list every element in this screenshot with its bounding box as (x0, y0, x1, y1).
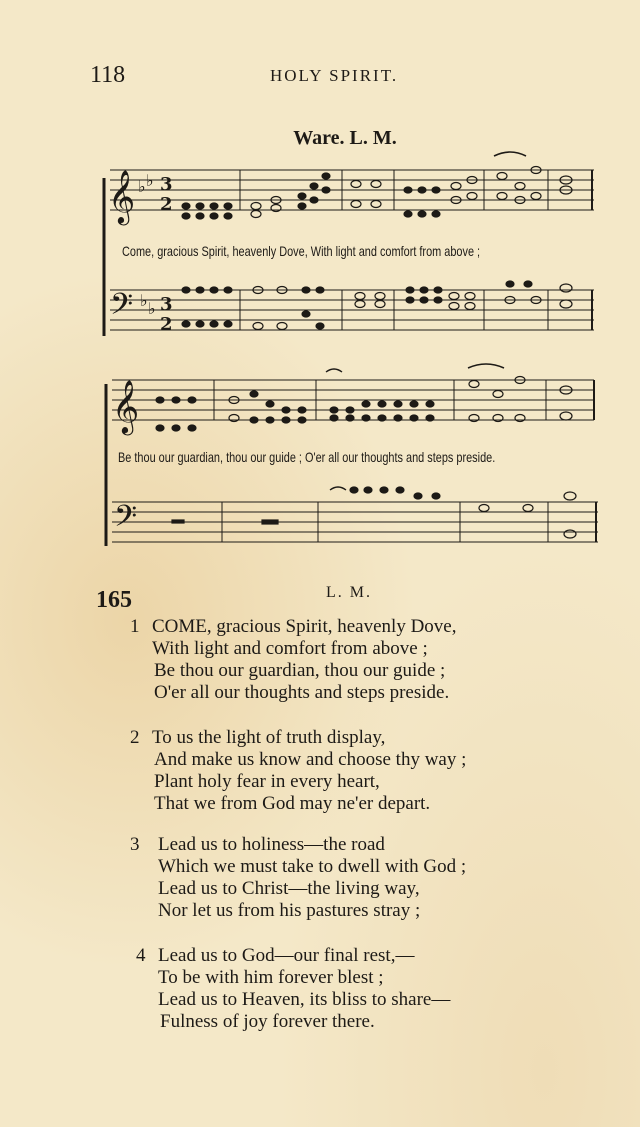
system-2-treble-staff (112, 380, 594, 420)
stanza-number: 4 (136, 945, 146, 966)
stanza-line: Fulness of joy forever there. (160, 1011, 375, 1032)
tune-title: Ware. L. M. (293, 127, 397, 149)
stanza-line: Lead us to Christ—the living way, (158, 878, 420, 899)
stanza-line: Nor let us from his pastures stray ; (158, 900, 421, 921)
stanza-line: That we from God may ne'er depart. (154, 793, 431, 814)
system-2-bass-staff (112, 502, 598, 542)
page-number: 118 (90, 62, 126, 88)
bass-clef-1: 𝄢 (110, 288, 134, 329)
svg-text:2: 2 (160, 314, 173, 335)
stanza-4 (130, 945, 451, 1033)
stanza-line: Lead us to God—our final rest,— (158, 945, 415, 966)
svg-text:3: 3 (160, 174, 173, 195)
stanza-3 (130, 834, 467, 922)
treble-clef-1: 𝄞 (108, 169, 136, 223)
svg-text:♭: ♭ (148, 299, 156, 318)
music-score (0, 0, 640, 560)
stanza-number: 3 (130, 834, 140, 855)
stanza-line: To be with him forever blest ; (158, 967, 384, 988)
tune-lyric-line-1: Come, gracious Spirit, heavenly Dove, With light and comfort from above ; (122, 243, 481, 259)
stanza-line: O'er all our thoughts and steps preside. (154, 682, 450, 703)
bass-clef-2: 𝄢 (114, 500, 138, 541)
stanza-line: Be thou our guardian, thou our guide ; (154, 660, 446, 681)
stanza-number: 1 (130, 616, 140, 637)
stanza-line: Which we must take to dwell with God ; (158, 856, 467, 877)
hymn-meter: L. M. (326, 584, 372, 601)
running-head: HOLY SPIRIT. (270, 66, 399, 85)
stanza-line: Lead us to Heaven, its bliss to share— (158, 989, 451, 1010)
stanza-line: And make us know and choose thy way ; (154, 749, 467, 770)
svg-text:♭: ♭ (146, 171, 154, 190)
stanza-line: COME, gracious Spirit, heavenly Dove, (152, 616, 457, 637)
svg-text:♭: ♭ (138, 177, 146, 196)
stanza-line: Plant holy fear in every heart, (154, 771, 380, 792)
treble-clef-2: 𝄞 (112, 379, 140, 433)
svg-text:2: 2 (160, 194, 173, 215)
tune-lyric-line-2: Be thou our guardian, thou our guide ; O'er all our thoughts and steps preside. (118, 449, 496, 465)
stanza-line: With light and comfort from above ; (152, 638, 428, 659)
svg-text:3: 3 (160, 294, 173, 315)
stanza-number: 2 (130, 727, 140, 748)
hymn-number: 165 (96, 587, 132, 613)
svg-text:♭: ♭ (140, 291, 148, 310)
stanza-1 (130, 616, 457, 704)
system-2-treble-notes (156, 364, 572, 431)
stanza-line: To us the light of truth display, (152, 727, 386, 748)
stanza-line: Lead us to holiness—the road (158, 834, 385, 855)
stanza-2 (130, 727, 467, 815)
